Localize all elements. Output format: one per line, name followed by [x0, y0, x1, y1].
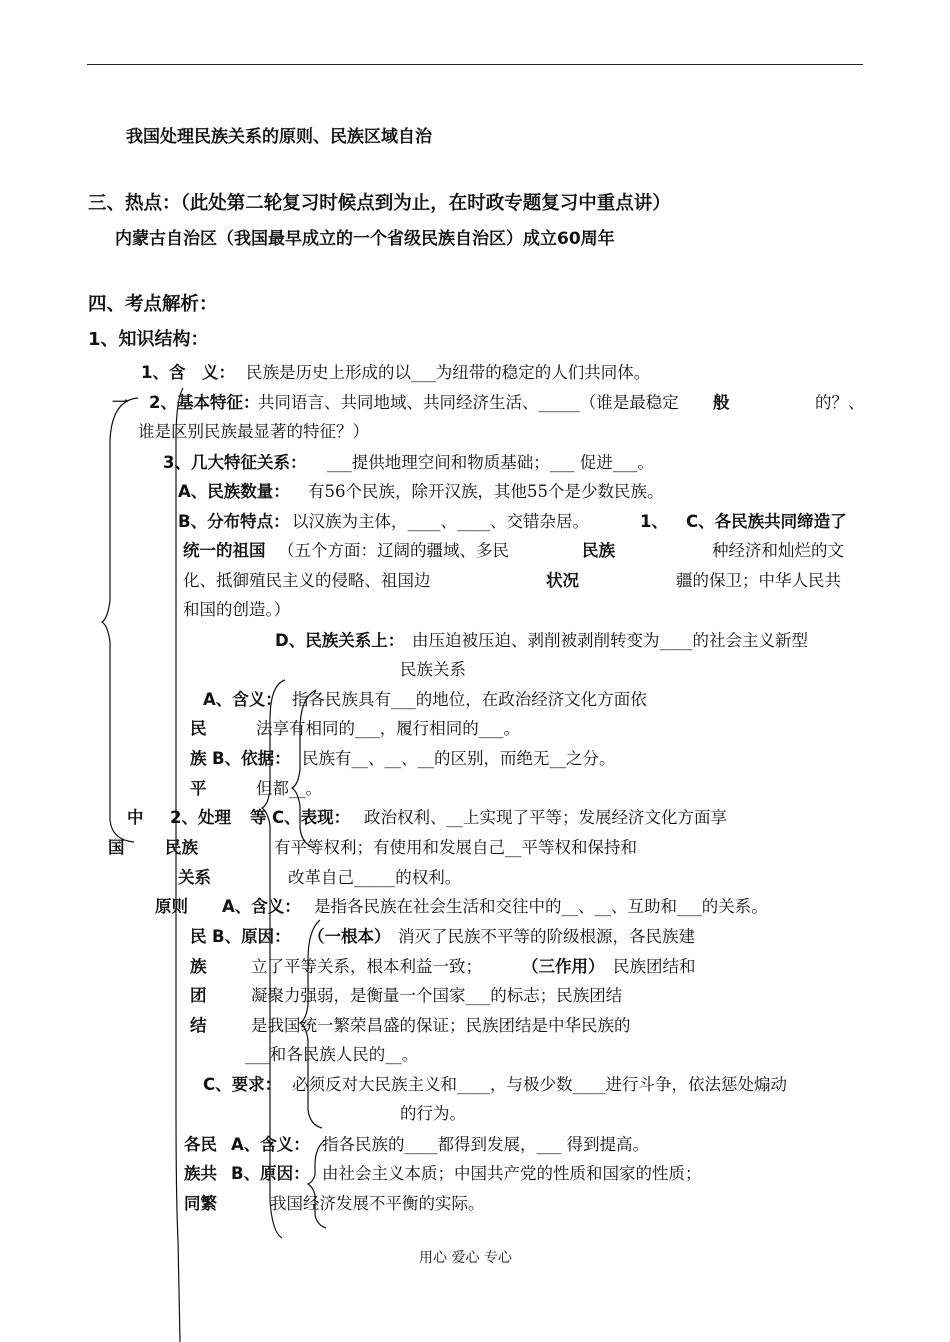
- vertical-tuan: 团: [190, 986, 207, 1005]
- unity-def-text: 是指各民族在社会生活和交往中的__、__、互助和___的关系。: [314, 897, 768, 916]
- vertical-jie: 结: [190, 1016, 207, 1035]
- side-label-minzu: 民族: [582, 541, 615, 560]
- knowledge-structure-title: 1、知识结构：: [88, 329, 209, 350]
- equality-basis-text: 民族有__、__、__的区别，而绝无__之分。: [302, 749, 616, 768]
- section-3-title: 三、热点：（此处第二轮复习时候点到为止，在时政专题复习中重点讲）: [88, 193, 671, 214]
- relations-change-text-2: 民族关系: [400, 660, 466, 679]
- unity-reason-text: 消灭了民族不平等的阶级根源，各民族建: [398, 927, 695, 946]
- features-label: 2、基本特征：: [149, 393, 260, 412]
- unity-requirement-label: C、要求：: [203, 1075, 282, 1094]
- equality-def-text: 指各民族具有___的地位，在政治经济文化方面依: [292, 690, 647, 709]
- features-text: 共同语言、共同地域、共同经济生活、_____（谁是最稳定: [258, 393, 679, 412]
- prosperity-reason-text-2: 我国经济发展不平衡的实际。: [270, 1194, 485, 1213]
- unity-def-label: A、含义：: [222, 897, 301, 916]
- root-cause-label: （一根本）: [308, 927, 391, 946]
- unity-reason-text-2: 立了平等关系，根本利益一致；: [251, 957, 482, 976]
- unity-reason-text-3: 民族团结和: [613, 957, 696, 976]
- section-4-title: 四、考点解析：: [88, 294, 218, 315]
- five-aspects-text-4: 疆的保卫；中华人民共: [676, 571, 841, 590]
- brace-nation: [102, 398, 138, 842]
- topic-heading: 我国处理民族关系的原则、民族区域自治: [126, 127, 432, 147]
- three-roles-label: （三作用）: [522, 957, 605, 976]
- outline-num-1: 1、: [640, 512, 668, 531]
- principles-label-2: 民族: [165, 838, 198, 857]
- vertical-zu: 族: [190, 749, 207, 768]
- fragment-ban: 般: [713, 393, 730, 412]
- features-question: 谁是区别民族最显著的特征？）: [138, 422, 369, 441]
- principles-label: 2、处理: [170, 808, 231, 827]
- prosperity-reason-label: B、原因：: [231, 1164, 310, 1183]
- five-aspects-text: （五个方面：辽阔的疆域、多民: [278, 541, 509, 560]
- population-label: A、民族数量：: [178, 482, 290, 501]
- equality-show-text-3: 改革自己_____的权利。: [288, 868, 462, 887]
- vertical-guo: 国: [108, 838, 125, 857]
- hot-item: 内蒙古自治区（我国最早成立的一个省级民族自治区）成立60周年: [115, 229, 615, 249]
- vertical-zugong: 族共: [184, 1164, 217, 1183]
- prosperity-def-label: A、含义：: [231, 1135, 310, 1154]
- principles-label-3: 关系: [178, 868, 211, 887]
- relations-change-label: D、民族关系上：: [275, 631, 405, 650]
- vertical-tongfan: 同繁: [184, 1194, 217, 1213]
- unity-requirement-text-2: 的行为。: [400, 1104, 466, 1123]
- outline-mark-one: 一: [112, 393, 129, 412]
- unity-reason-text-5: 是我国统一繁荣昌盛的保证；民族团结是中华民族的: [251, 1016, 631, 1035]
- equality-show-text-2: 有平等权利；有使用和发展自己__平等权和保持和: [274, 838, 637, 857]
- equality-basis-label: B、依据：: [212, 749, 291, 768]
- equality-basis-text-2: 但都__。: [256, 779, 322, 798]
- page-footer: 用心 爱心 专心: [419, 1250, 512, 1266]
- distribution-text: 以汉族为主体，____、____、交错杂居。: [292, 512, 589, 531]
- equality-def-text-2: 法享有相同的___，履行相同的___。: [256, 719, 520, 738]
- population-text: 有56个民族，除开汉族，其他55个是少数民族。: [308, 482, 664, 501]
- relations-label: 3、几大特征关系：: [163, 453, 307, 472]
- prosperity-reason-text: 由社会主义本质；中国共产党的性质和国家的性质；: [322, 1164, 702, 1183]
- features-text-end: 的？、: [815, 393, 865, 412]
- def-text: 民族是历史上形成的以___为纽带的稳定的人们共同体。: [246, 363, 651, 382]
- header-rule: [87, 64, 863, 65]
- five-aspects-text-3: 化、抵御殖民主义的侵略、祖国边: [183, 571, 431, 590]
- equality-show-text: 政治权利、__上实现了平等；发展经济文化方面享: [364, 808, 727, 827]
- five-aspects-text-5: 和国的创造。）: [183, 600, 291, 619]
- equality-def-label: A、含义：: [203, 690, 282, 709]
- unity-reason-label: B、原因：: [212, 927, 291, 946]
- vertical-min: 民: [190, 719, 207, 738]
- relations-change-text: 由压迫被压迫、剥削被剥削转变为____的社会主义新型: [412, 631, 808, 650]
- co-creation-label: C、各民族共同缔造了: [686, 512, 847, 531]
- side-label-status: 状况: [546, 571, 579, 590]
- prosperity-def-text: 指各民族的____都得到发展，___ 得到提高。: [322, 1135, 649, 1154]
- unity-reason-text-6: ___和各民族人民的__。: [245, 1045, 419, 1064]
- distribution-label: B、分布特点：: [178, 512, 290, 531]
- principles-label-4: 原则: [155, 897, 188, 916]
- relations-text: ___提供地理空间和物质基础；___ 促进___。: [327, 453, 654, 472]
- five-aspects-text-2: 种经济和灿烂的文: [712, 541, 844, 560]
- unity-requirement-text: 必须反对大民族主义和____，与极少数____进行斗争，依法惩处煽动: [292, 1075, 787, 1094]
- vertical-min-2: 民: [190, 927, 207, 946]
- vertical-zu-2: 族: [190, 957, 207, 976]
- vertical-deng: 等: [250, 808, 267, 827]
- vertical-zhong: 中: [127, 808, 144, 827]
- vertical-ping: 平: [190, 779, 207, 798]
- unified-country: 统一的祖国: [183, 541, 266, 560]
- equality-show-label: C、表现：: [272, 808, 351, 827]
- unity-reason-text-4: 凝聚力强弱，是衡量一个国家___的标志；民族团结: [251, 986, 623, 1005]
- vertical-gemin: 各民: [184, 1135, 217, 1154]
- def-label: 1、含 义：: [141, 363, 235, 382]
